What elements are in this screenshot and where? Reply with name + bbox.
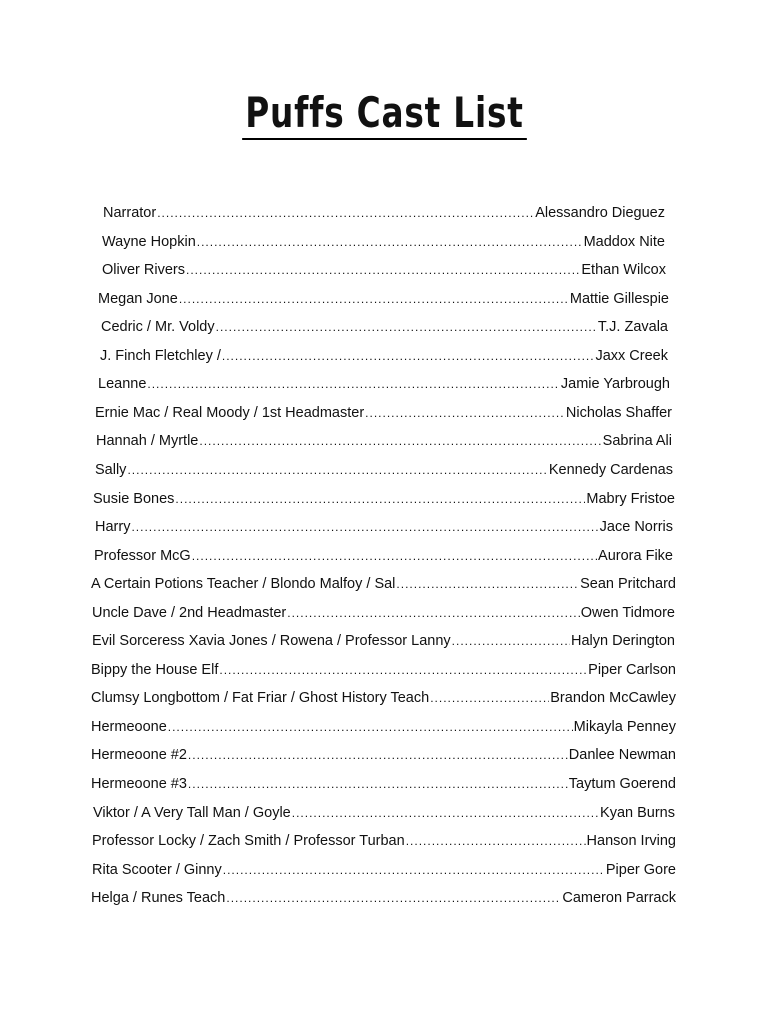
cast-row: [93, 485, 675, 513]
role-name: Clumsy Longbottom / Fat Friar / Ghost History Teach: [91, 690, 430, 707]
cast-row: [94, 542, 673, 570]
cast-row: [93, 799, 675, 827]
actor-name: Brandon McCawley: [550, 690, 676, 707]
page-title: [0, 88, 768, 140]
actor-name: T.J. Zavala: [597, 319, 668, 336]
role-name: Megan Jone: [98, 290, 178, 307]
role-name: Oliver Rivers: [102, 262, 185, 279]
role-name: Cedric / Mr. Voldy: [101, 319, 215, 336]
actor-name: Piper Carlson: [588, 661, 676, 678]
actor-name: Piper Gore: [605, 861, 676, 878]
actor-name: Mabry Fristoe: [586, 490, 675, 507]
dot-leader: [157, 199, 534, 227]
dot-leader: [127, 456, 547, 484]
dot-leader: [287, 599, 579, 627]
dot-leader: [226, 884, 561, 912]
actor-name: Alessandro Dieguez: [535, 205, 665, 221]
role-name: Professor Locky / Zach Smith / Professor Turban: [92, 833, 405, 850]
actor-name: Maddox Nite: [583, 233, 665, 250]
dot-leader: [131, 513, 598, 541]
cast-row: [91, 770, 676, 798]
role-name: Rita Scooter / Ginny: [92, 861, 222, 878]
actor-name: Kyan Burns: [600, 804, 675, 821]
role-name: Susie Bones: [93, 490, 175, 507]
role-name: Harry: [95, 519, 131, 536]
cast-row: [100, 342, 668, 370]
dot-leader: [216, 313, 597, 341]
role-name: Bippy the House Elf: [91, 661, 219, 678]
title-text: Puffs Cast List: [242, 88, 527, 140]
actor-name: Sean Pritchard: [580, 576, 676, 593]
dot-leader: [365, 399, 565, 427]
dot-leader: [168, 713, 573, 741]
cast-row: [98, 285, 669, 313]
role-name: Professor McG: [94, 547, 191, 564]
actor-name: Ethan Wilcox: [581, 262, 666, 279]
dot-leader: [197, 228, 583, 256]
dot-leader: [396, 570, 579, 598]
cast-row: [102, 256, 666, 284]
dot-leader: [292, 799, 599, 827]
actor-name: Cameron Parrack: [562, 890, 676, 907]
cast-row: [102, 228, 665, 256]
role-name: Viktor / A Very Tall Man / Goyle: [93, 804, 291, 821]
cast-row: [95, 456, 673, 484]
dot-leader: [406, 827, 586, 855]
dot-leader: [223, 856, 605, 884]
cast-row: [101, 313, 668, 341]
actor-name: Danlee Newman: [568, 747, 676, 764]
dot-leader: [188, 741, 568, 769]
cast-row: [91, 684, 676, 712]
actor-name: Jaxx Creek: [595, 347, 668, 364]
cast-row: [92, 856, 676, 884]
cast-row: [91, 741, 676, 769]
role-name: Narrator: [103, 205, 157, 221]
role-name: Wayne Hopkin: [102, 233, 196, 250]
actor-name: Mikayla Penney: [573, 718, 676, 735]
dot-leader: [175, 485, 585, 513]
role-name: Hermeoone #2: [91, 747, 187, 764]
dot-leader: [147, 370, 560, 398]
cast-row: [92, 627, 675, 655]
actor-name: Owen Tidmore: [580, 604, 675, 621]
dot-leader: [192, 542, 597, 570]
dot-leader: [179, 285, 569, 313]
cast-row: [103, 199, 665, 227]
actor-name: Sabrina Ali: [602, 433, 672, 450]
cast-row: [91, 570, 676, 598]
actor-name: Taytum Goerend: [568, 776, 676, 792]
role-name: Ernie Mac / Real Moody / 1st Headmaster: [95, 404, 365, 421]
dot-leader: [199, 427, 601, 455]
dot-leader: [452, 627, 570, 655]
role-name: Sally: [95, 461, 127, 478]
role-name: A Certain Potions Teacher / Blondo Malfoy / Sal: [91, 576, 396, 593]
cast-row: [95, 399, 672, 427]
cast-row: [96, 427, 672, 455]
cast-row: [92, 599, 675, 627]
cast-row: [91, 884, 676, 912]
actor-name: Jace Norris: [599, 519, 673, 536]
cast-row: [95, 513, 673, 541]
dot-leader: [188, 770, 568, 798]
dot-leader: [430, 684, 549, 712]
dot-leader: [222, 342, 595, 370]
actor-name: Aurora Fike: [598, 547, 673, 564]
role-name: Leanne: [98, 376, 147, 393]
actor-name: Nicholas Shaffer: [565, 404, 672, 421]
actor-name: Halyn Derington: [571, 633, 675, 650]
role-name: Hermeoone: [91, 718, 167, 735]
cast-row: [98, 370, 670, 398]
cast-row: [92, 827, 676, 855]
role-name: J. Finch Fletchley /: [100, 347, 221, 364]
dot-leader: [186, 256, 580, 284]
dot-leader: [219, 656, 587, 684]
actor-name: Mattie Gillespie: [569, 290, 669, 307]
role-name: Helga / Runes Teach: [91, 890, 226, 907]
role-name: Uncle Dave / 2nd Headmaster: [92, 604, 287, 621]
role-name: Evil Sorceress Xavia Jones / Rowena / Professor Lanny: [92, 633, 451, 650]
actor-name: Hanson Irving: [586, 833, 676, 850]
cast-row: [91, 713, 676, 741]
role-name: Hermeoone #3: [91, 776, 187, 792]
cast-row: [91, 656, 676, 684]
role-name: Hannah / Myrtle: [96, 433, 199, 450]
actor-name: Kennedy Cardenas: [548, 461, 673, 478]
actor-name: Jamie Yarbrough: [560, 376, 670, 393]
